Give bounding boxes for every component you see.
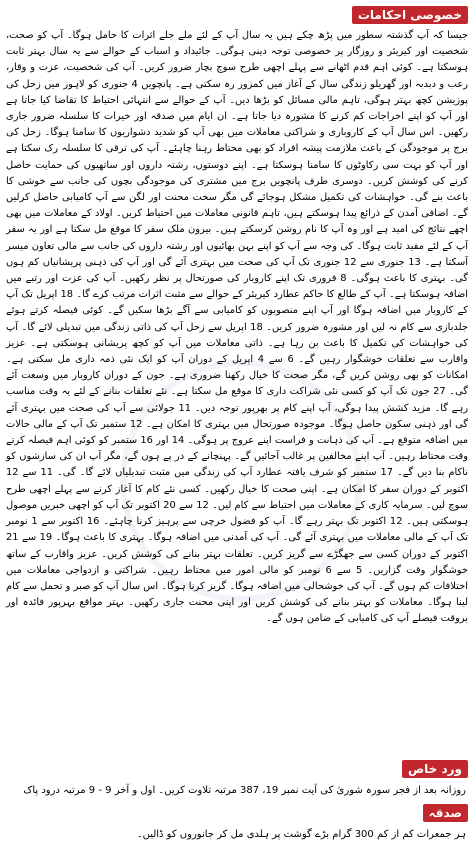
sadqa-heading: صدقہ	[423, 804, 468, 822]
special-predictions-text: جیسا کہ آپ گذشتہ سطور میں پڑھ چکے ہیں یہ سال آپ کے لئے ملے جلے اثرات کا حامل ہوگا۔ آپ کو صحت، شخصیت اور کیریئر و روزگار پر خصوصی توجہ دینی ہوگی۔ جائیداد و اسباب کے حوالے سے یہ سال بہتر ثابت ہوسکتا ہے۔ کوئی اہم قدم اٹھانے سے پہلے اچھی طرح سوچ بچار ضرور کریں۔ آپ کی شخصیت، عزت و وقار، رعب و دبدبہ اور گھریلو زندگی سال کے آغاز میں کمزور رہ سکتی ہے۔ پانچویں 4 جنوری کو لاہور میں زحل کی پوزیشن کچھ بہتر ہوگی، تاہم مالی مسائل کو بڑھا دیں۔ آپ کے حوالے سے انتہائی احتیاط کا تقاضا کیا جاتا ہے اور آپ کو اپنے اخراجات کم کرنے کا مشورہ دیا جاتا ہے۔ ان ایام میں صدقہ اور خیرات کا سلسلہ ضرور جاری رکھیں۔ اس سال آپ کے کاروباری و شراکتی معاملات میں بھی آپ کو شدید دشواریوں کا سامنا ہوگا۔ زحل کی برج پر موجودگی کے باعث ملازمت پیشہ افراد کو بھی محتاط رہنا چاہئے۔ آپ کی ترقی کا سلسلہ رک سکتا ہے اور آپ کو بہت سی رکاوٹوں کا سامنا ہوسکتا ہے۔ اپنے دوستوں، رشتہ داروں اور ساتھیوں کی حمایت حاصل کرنے کی کوشش کریں۔ دوسری طرف پانچویں برج میں مشتری کی موجودگی بچوں کی جانب سے خوشی کا باعث بنے گی۔ خواہشات کی تکمیل مشکل ہوجائے گی مگر سخت محنت اور لگن سے آپ کامیابی حاصل کرلیں گے۔ اضافی آمدن کے ذرائع پیدا ہوسکتے ہیں، تاہم قانونی معاملات میں احتیاط کریں۔ اولاد کے معاملات میں بھی اچھے نتائج کی امید ہے اور وہ آپ کا نام روشن کرسکتے ہیں۔ بیرون ملک سفر کا موقع مل سکتا ہے اور یہ سفر آپ کے لئے مفید ثابت ہوگا۔ کی وجہ سے آپ کو اپنے بہن بھائیوں اور رشتہ داروں کی جانب سے مالی تعاون میسر آسکتا ہے۔ 13 جنوری سے 12 جنوری تک آپ کی صحت میں بہتری آئے گی اور آپ کی ذہنی پریشانیاں کم ہوں گی۔ بہتری کا باعث ہوگی۔ 8 فروری تک اپنے کاروبار کی صورتحال پر نظر رکھیں۔ آپ کی عزت اور رتبے میں اضافہ ہوسکتا ہے۔ آپ کے طالع کا حاکم عطارد کیریئر کے حوالے سے مثبت اثرات مرتب کرے گا۔ 18 اپریل تک آپ کے کاروبار میں اضافہ ہوگا اور آپ اپنے منصوبوں کو کامیابی سے آگے بڑھا سکیں گے۔ کوئی فیصلہ کرتے ہوئے جلدبازی سے کام نہ لیں اور مشورہ ضرور کریں۔ 18 اپریل سے زحل آپ کی ذاتی زندگی میں تبدیلی لائے گا۔ آپ کی خواہشات کی تکمیل کا باعث بن رہا ہے۔ ذاتی معاملات میں آپ کو کچھ پریشانی ہوسکتی ہے۔ عزیز واقارب سے تعلقات خوشگوار رہیں گے۔ 6 سے 4 اپریل کے دوران آپ کو ایک نئی ذمہ داری مل سکتی ہے۔ امکانات کو بھی روشن کریں گے، مگر صحت کا خیال رکھنا ضروری ہے۔ جون کے دوران کاروبار میں وسعت آئے گی۔ 27 جون تک آپ کو کسی نئی شراکت داری کا موقع مل سکتا ہے۔ نئے تعلقات بنانے کے لئے یہ وقت مناسب رہے گا۔ مزید کشش پیدا ہوگی، آپ اپنے کام پر بھرپور توجہ دیں۔ 11 جولائی سے آپ کی صحت میں بہتری آئے گی اور ذہنی سکون حاصل ہوگا۔ موجودہ صورتحال میں بہتری کا امکان ہے۔ 12 ستمبر تک آپ کے مالی حالات میں اضافہ متوقع ہے۔ آپ کی ذہانت و فراست اپنے عروج پر ہوگی۔ 14 اور 16 ستمبر کو کوئی اہم فیصلہ کرتے وقت محتاط رہیں۔ آپ اپنے مخالفین پر غالب آجائیں گے۔ پہنچانے کے در پے ہوں گے، مگر آپ ان کی سازشوں کو ناکام بنا دیں گے۔ 17 ستمبر کو شرف یافتہ عطارد آپ کی زندگی میں مثبت تبدیلیاں لائے گا۔ گی۔ 11 سے 12 اکتوبر کے دوران سفر کا امکان ہے۔ اپنی صحت کا خیال رکھیں۔ کسی نئے کام کا آغاز کرنے سے پہلے اچھی طرح سوچ لیں۔ سرمایہ کاری کے معاملات میں احتیاط سے کام لیں۔ 12 سے 20 اکتوبر تک آپ کو اچھی خبریں موصول ہوسکتی ہیں۔ 12 اکتوبر تک بہتر رہے گا۔ آپ کو فضول خرچی سے پرہیز کرنا چاہئے۔ 16 اکتوبر سے 1 نومبر تک آپ کے مالی معاملات میں بہتری آئے گی۔ آپ کی آمدنی میں اضافہ ہوگا۔ بہتری کا باعث ہوگا۔ 19 سے 21 اکتوبر کے دوران کسی سے جھگڑے سے گریز کریں۔ تعلقات بہتر بنانے کی کوشش کریں۔ عزیز واقارب کے ساتھ خوشگوار وقت گزاریں۔ 5 سے 6 نومبر کو مالی امور میں محتاط رہیں۔ شراکتی و ازدواجی معاملات میں اختلافات کم ہوں گے۔ آپ کی خوشحالی میں اضافہ ہوگا۔ گریز کرنا ہوگا۔ اس سال آپ کو صبر و تحمل سے کام لینا ہوگا۔ معاملات کو بہتر بنانے کی کوشش کریں اور اپنی محنت جاری رکھیں۔ بہتر مواقع بہرپور فائدہ اور بروقت فیصلے آپ کی کامیابی کے ضامن ہوں گے۔	[6, 30, 469, 625]
wird-section	[0, 758, 474, 799]
special-predictions-section	[0, 4, 474, 628]
special-predictions-heading: خصوصی احکامات	[352, 6, 468, 24]
sadqa-section	[0, 802, 474, 843]
wird-heading: ورد خاص	[402, 760, 468, 778]
sadqa-text: ہر جمعرات کم از کم 300 گرام بڑے گوشت پر ہلدی مل کر جانوروں کو ڈالیں۔	[136, 829, 466, 840]
wird-text: روزانہ بعد از فجر سورہ شوریٰ کی آیت نمبر 19، 387 مرتبہ تلاوت کریں۔ اول و آخر 9 - 9 مرتبہ درود پاک	[23, 785, 466, 796]
